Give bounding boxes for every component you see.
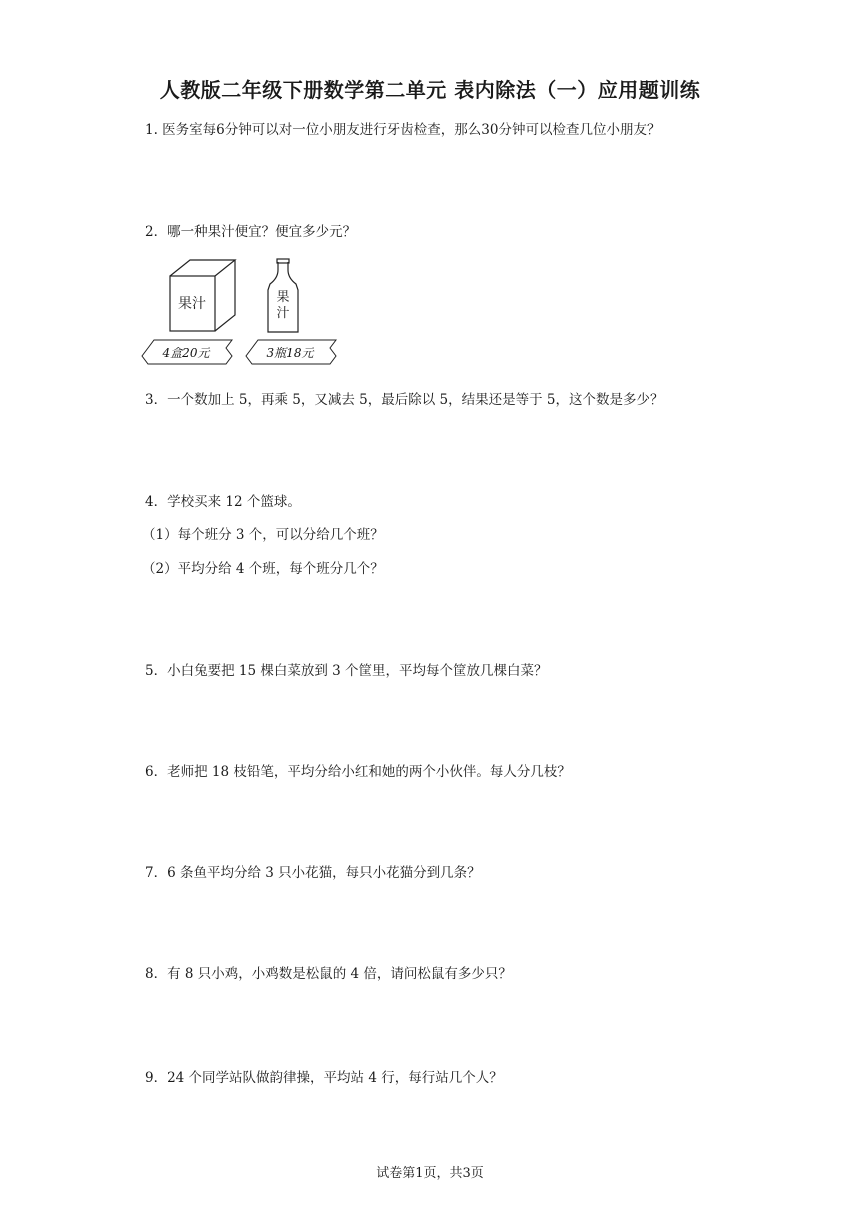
question-8: 8．有 8 只小鸡，小鸡数是松鼠的 4 倍，请问松鼠有多少只？ xyxy=(145,966,512,982)
page-footer: 试卷第1页，共3页 xyxy=(376,1166,484,1181)
question-6: 6．老师把 18 枝铅笔，平均分给小红和她的两个小伙伴。每人分几枝？ xyxy=(145,764,571,780)
bottle-label-1: 果 xyxy=(276,290,290,305)
juice-figure xyxy=(140,256,340,372)
question-5: 5．小白兔要把 15 棵白菜放到 3 个筐里，平均每个筐放几棵白菜？ xyxy=(145,663,548,679)
question-4-part-2: （2）平均分给 4 个班，每个班分几个？ xyxy=(142,561,384,577)
question-4: 4．学校买来 12 个篮球。 xyxy=(145,494,301,510)
question-2: 2．哪一种果汁便宜？便宜多少元？ xyxy=(145,224,357,240)
price-tag-box-text: 4盒20元 xyxy=(162,346,210,360)
page-title: 人教版二年级下册数学第二单元 表内除法（一）应用题训练 xyxy=(159,78,701,102)
price-tag-bottle-text: 3瓶18元 xyxy=(266,346,314,360)
bottle-label-2: 汁 xyxy=(276,306,290,321)
question-1: 1. 医务室每6分钟可以对一位小朋友进行牙齿检查，那么30分钟可以检查几位小朋友？ xyxy=(145,122,661,138)
question-3: 3．一个数加上 5，再乘 5，又减去 5，最后除以 5，结果还是等于 5，这个数是多少？ xyxy=(145,392,664,408)
question-9: 9．24 个同学站队做韵律操，平均站 4 行，每行站几个人？ xyxy=(145,1070,503,1086)
question-7: 7．6 条鱼平均分给 3 只小花猫，每只小花猫分到几条？ xyxy=(145,865,481,881)
juice-illustration xyxy=(140,256,340,372)
question-4-part-1: （1）每个班分 3 个，可以分给几个班？ xyxy=(142,527,384,543)
box-label: 果汁 xyxy=(178,296,206,312)
